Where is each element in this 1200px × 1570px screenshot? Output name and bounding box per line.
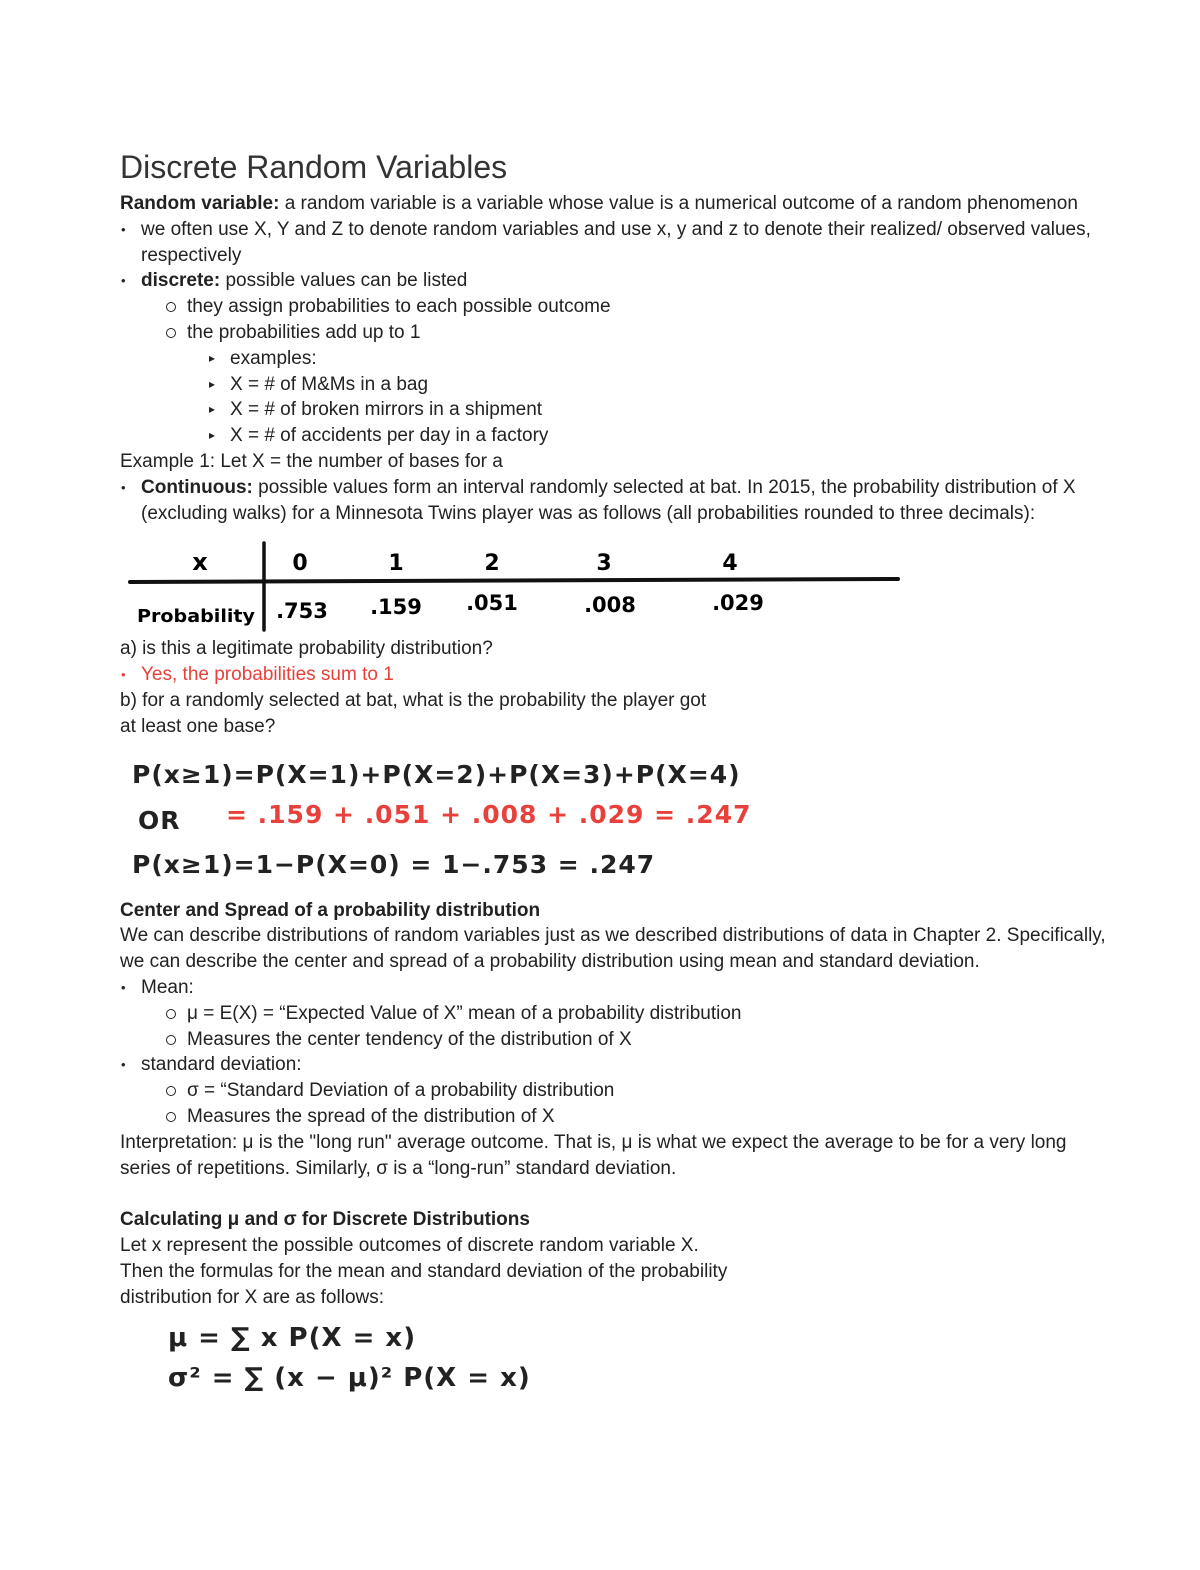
center-spread-list [120,975,1110,1130]
discrete-term: discrete: [141,270,221,292]
random-variable-term: Random variable: [120,193,280,214]
example-1-intro: Example 1: Let X = the number of bases for a [120,450,503,472]
x-value-cell: 1 [388,551,404,577]
example-item: ▸ X = # of M&Ms in a bag [120,372,1110,398]
solution-line-1: P(x≥1)=P(X=1)+P(X=2)+P(X=3)+P(X=4) [132,759,741,789]
probability-table [112,530,912,632]
formula-mean: μ = ∑ x P(X = x) [168,1322,417,1353]
page-title: Discrete Random Variables [120,149,508,185]
calculating-line-2: Then the formulas for the mean and standard deviation of the probability [120,1260,728,1282]
bullet-continuous [120,475,1110,527]
bullet-list-continuous [120,475,1110,527]
interpretation: Interpretation: μ is the "long run" average outcome. That is, μ is what we expect the average to be for a very long series of repetitions. Similarly, σ is a “long-run” standard deviation. [120,1131,1067,1179]
probability-value-cells [276,591,764,623]
solution-line-2: = .159 + .051 + .008 + .029 = .247 [226,799,752,829]
calculating-line-1: Let x represent the possible outcomes of discrete random variable X. [120,1235,699,1257]
center-spread-body: We can describe distributions of random variables just as we described distributions of data in Chapter 2. Specifically, we can describe the center and spread of a probability distribution using mean and standard deviation. [120,925,1106,973]
continuous-text: possible values form an interval randomly selected at bat. In 2015, the probability distribution of X (excluding walks) for a Minnesota Twins player was as follows (all probabilities rounded to three decimals): [141,476,1076,524]
sd-item: Measures the spread of the distribution of X [120,1104,1110,1130]
random-variable-text: a random variable is a variable whose value is a numerical outcome of a random phenomenon [279,193,1078,214]
handwritten-formulas [120,1315,1110,1405]
bullet-discrete [120,268,1110,294]
x-value-cell: 0 [292,551,308,577]
solution-or: OR [138,805,181,835]
row-label-x: x [192,548,208,577]
probability-value-cell: .753 [276,599,328,624]
bullet-list-main [120,217,1110,449]
handwritten-solution [120,746,1110,888]
row-label-probability: Probability [137,606,256,628]
answer-a-list [120,662,1110,688]
answer-a: • Yes, the probabilities sum to 1 [120,662,1110,688]
question-b-line2: at least one base? [120,715,276,737]
sd-item: σ = “Standard Deviation of a probability distribution [120,1078,1110,1104]
question-b-line1: b) for a randomly selected at bat, what is the probability the player got [120,689,707,711]
bullet-notation: • we often use X, Y and Z to denote random variables and use x, y and z to denote their realized/ observed values, respectively [120,217,1110,269]
example-item: ▸ X = # of broken mirrors in a shipment [120,397,1110,423]
probability-value-cell: .159 [370,595,422,620]
probability-value-cell: .029 [712,591,764,616]
probability-value-cell: .008 [584,593,636,618]
document-page [120,145,1110,1405]
sub-bullet: the probabilities add up to 1 [120,320,1110,346]
x-value-cells [292,551,737,576]
bullet-standard-deviation: • standard deviation: [120,1052,1110,1078]
continuous-term: Continuous: [141,476,253,498]
bullet-mean: • Mean: [120,975,1110,1001]
x-value-cell: 3 [596,551,612,577]
x-value-cell: 2 [484,551,500,577]
probability-value-cell: .051 [466,591,518,616]
question-a: a) is this a legitimate probability distribution? [120,638,493,660]
probability-table-drawing [112,530,912,632]
calculating-heading: Calculating μ and σ for Discrete Distributions [120,1209,530,1231]
sub-bullet: they assign probabilities to each possible outcome [120,294,1110,320]
formula-variance: σ² = ∑ (x − μ)² P(X = x) [168,1362,531,1393]
center-spread-heading: Center and Spread of a probability distribution [120,899,541,921]
table-horizontal-rule [130,579,898,582]
x-value-cell: 4 [722,551,738,577]
calculating-line-3: distribution for X are as follows: [120,1286,385,1308]
solution-line-3: P(x≥1)=1−P(X=0) = 1−.753 = .247 [132,849,656,879]
example-item: ▸ examples: [120,346,1110,372]
discrete-text: possible values can be listed [220,270,468,292]
example-item: ▸ X = # of accidents per day in a factory [120,423,1110,449]
mean-item: Measures the center tendency of the distribution of X [120,1027,1110,1053]
mean-item: μ = E(X) = “Expected Value of X” mean of a probability distribution [120,1001,1110,1027]
random-variable-definition [120,191,1110,217]
